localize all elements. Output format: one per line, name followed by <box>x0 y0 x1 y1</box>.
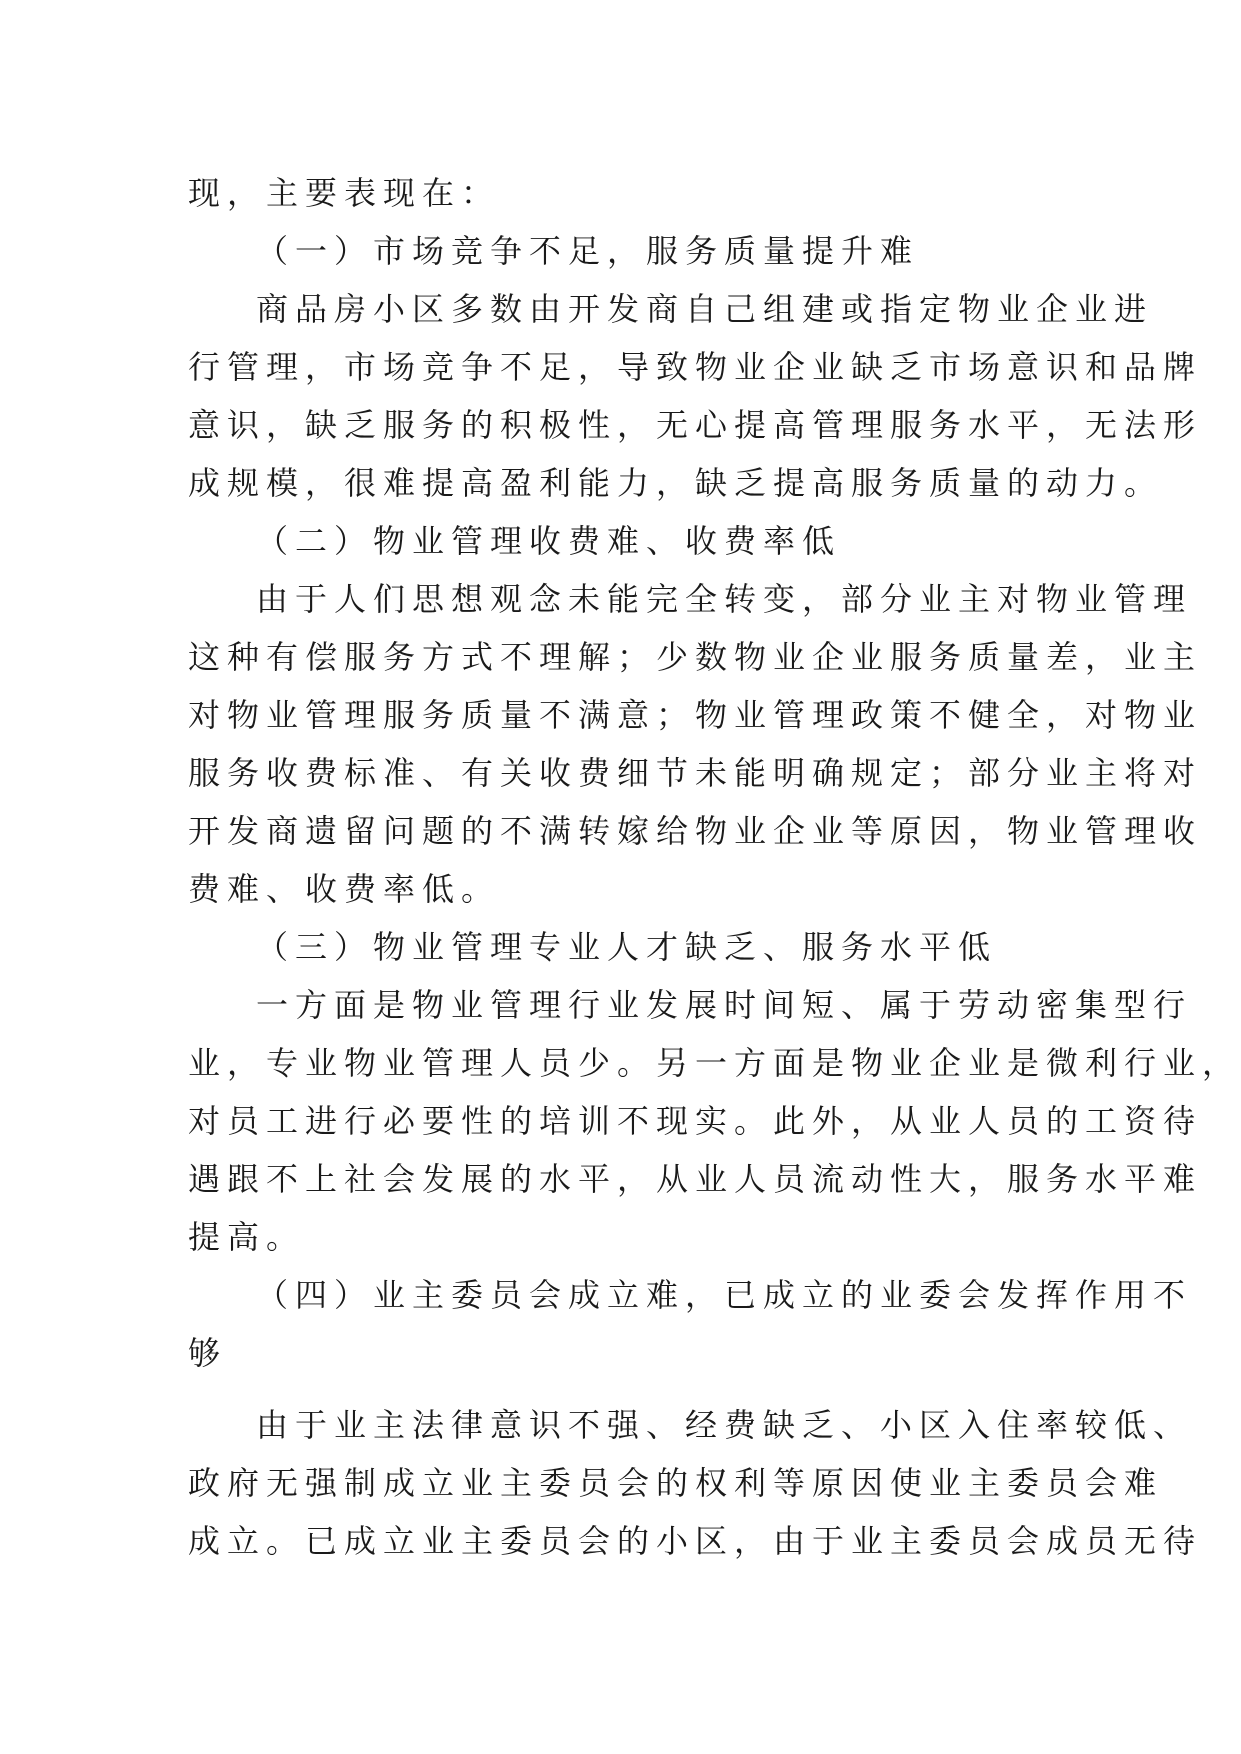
paragraph-line: 意识，缺乏服务的积极性，无心提高管理服务水平，无法形 <box>188 406 1203 444</box>
section-heading-3: （三）物业管理专业人才缺乏、服务水平低 <box>256 928 998 966</box>
paragraph-line: 开发商遗留问题的不满转嫁给物业企业等原因，物业管理收 <box>188 812 1203 850</box>
section-heading-2: （二）物业管理收费难、收费率低 <box>256 522 842 560</box>
paragraph-line: 成立。已成立业主委员会的小区，由于业主委员会成员无待 <box>188 1522 1203 1560</box>
paragraph-line: 行管理，市场竞争不足，导致物业企业缺乏市场意识和品牌 <box>188 348 1203 386</box>
paragraph-line: 由于人们思想观念未能完全转变，部分业主对物业管理 <box>256 580 1193 618</box>
paragraph-line: 业，专业物业管理人员少。另一方面是物业企业是微利行业， <box>188 1044 1241 1082</box>
paragraph-line: 商品房小区多数由开发商自己组建或指定物业企业进 <box>256 290 1154 328</box>
paragraph-gap <box>188 1382 1068 1396</box>
paragraph-line: 遇跟不上社会发展的水平，从业人员流动性大，服务水平难 <box>188 1160 1203 1198</box>
section-heading-4: （四）业主委员会成立难，已成立的业委会发挥作用不 <box>256 1276 1193 1314</box>
paragraph-line: 对物业管理服务质量不满意；物业管理政策不健全，对物业 <box>188 696 1203 734</box>
paragraph-line: 对员工进行必要性的培训不现实。此外，从业人员的工资待 <box>188 1102 1203 1140</box>
paragraph-line: 成规模，很难提高盈利能力，缺乏提高服务质量的动力。 <box>188 464 1164 502</box>
paragraph-line: 由于业主法律意识不强、经费缺乏、小区入住率较低、 <box>256 1406 1193 1444</box>
text-line: 现，主要表现在： <box>188 174 501 212</box>
section-heading-4-continued: 够 <box>188 1334 228 1372</box>
paragraph-line: 一方面是物业管理行业发展时间短、属于劳动密集型行 <box>256 986 1193 1024</box>
section-heading-1: （一）市场竞争不足，服务质量提升难 <box>256 232 920 270</box>
paragraph-line: 这种有偿服务方式不理解；少数物业企业服务质量差，业主 <box>188 638 1203 676</box>
paragraph-line: 服务收费标准、有关收费细节未能明确规定；部分业主将对 <box>188 754 1203 792</box>
paragraph-line: 政府无强制成立业主委员会的权利等原因使业主委员会难 <box>188 1464 1164 1502</box>
document-body <box>188 164 1241 1570</box>
paragraph-line: 费难、收费率低。 <box>188 870 501 908</box>
paragraph-line: 提高。 <box>188 1218 306 1256</box>
